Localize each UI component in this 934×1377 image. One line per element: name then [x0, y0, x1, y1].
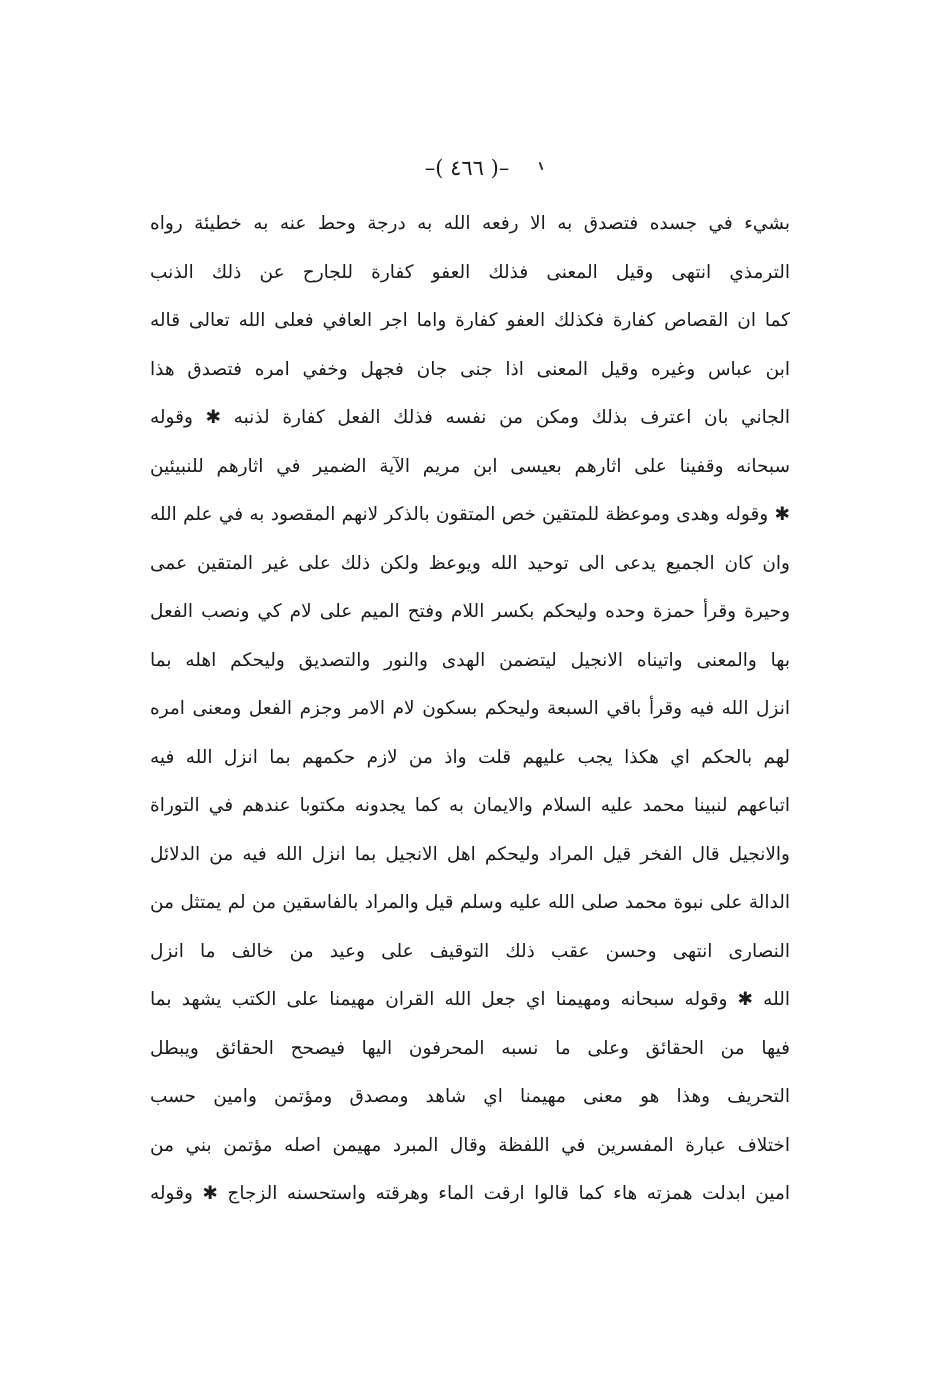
text-line: انزل الله فيه وقرأ باقي السبعة وليحكم بسكون لام الامر وجزم الفعل ومعنى امره	[150, 698, 790, 719]
text-line: ابن عباس وغيره وقيل المعنى اذا جنى جان فجهل وخفي امره فتصدق هذا	[150, 358, 790, 380]
text-line: اختلاف عبارة المفسرين في اللفظة وقال المبرد مهيمن اصله مؤتمن بني من	[150, 1134, 790, 1156]
text-line: التحريف وهذا هو معنى مهيمنا اي شاهد ومصدق ومؤتمن وامين حسب	[150, 1086, 790, 1107]
page-number: –( ٤٦٦ )–	[424, 156, 510, 180]
text-line: ✱ وقوله وهدى وموعظة للمتقين خص المتقون بالذكر لانهم المقصود به في علم الله	[150, 504, 790, 525]
text-line: الترمذي انتهى وقيل المعنى فذلك العفو كفارة للجارح عن ذلك الذنب	[150, 261, 790, 283]
text-line: امين ابدلت همزته هاء كما قالوا ارقت الماء وهرقته واستحسنه الزجاج ✱ وقوله	[150, 1183, 790, 1204]
text-line: والانجيل قال الفخر قيل المراد وليحكم اهل الانجيل بما انزل الله فيه من الدلائل	[150, 843, 790, 865]
text-line: وان كان الجميع يدعى الى توحيد الله ويوعظ ولكن ذلك على غير المتقين عمى	[150, 552, 790, 574]
text-line: لهم بالحكم اي هكذا يجب عليهم قلت واذ من لازم حكمهم بما انزل الله فيه	[150, 746, 790, 768]
body-text	[150, 200, 790, 1219]
text-line: بشيء في جسده فتصدق به الا رفعه الله به درجة وحط عنه به خطيئة رواه	[150, 213, 790, 234]
text-line: سبحانه وقفينا على اثارهم بعيسى ابن مريم الآية الضمير في اثارهم للنبيئين	[150, 455, 790, 477]
text-line: النصارى انتهى وحسن عقب ذلك التوقيف على وعيد من خالف ما انزل	[150, 940, 790, 962]
text-line: اتباعهم لنبينا محمد عليه السلام والايمان به كما يجدونه مكتوبا عندهم في التوراة	[150, 795, 790, 816]
text-line: فيها من الحقائق وعلى ما نسبه المحرفون اليها فيصحح الحقائق ويبطل	[150, 1037, 790, 1059]
text-line: وحيرة وقرأ حمزة وحده وليحكم بكسر اللام وفتح الميم على لام كي ونصب الفعل	[150, 601, 790, 622]
text-line: بها والمعنى واتيناه الانجيل ليتضمن الهدى والنور والتصديق وليحكم اهله بما	[150, 649, 790, 671]
text-line: الله ✱ وقوله سبحانه ومهيمنا اي جعل الله القران مهيمنا على الكتب يشهد بما	[150, 989, 790, 1010]
text-line: كما ان القصاص كفارة فكذلك العفو كفارة واما اجر العافي فعلى الله تعالى قاله	[150, 310, 790, 331]
text-line: الجاني بان اعترف بذلك ومكن من نفسه فذلك الفعل كفارة لذنبه ✱ وقوله	[150, 407, 790, 428]
text-line: الدالة على نبوة محمد صلى الله عليه وسلم قيل والمراد بالفاسقين من لم يمتثل من	[150, 892, 790, 913]
